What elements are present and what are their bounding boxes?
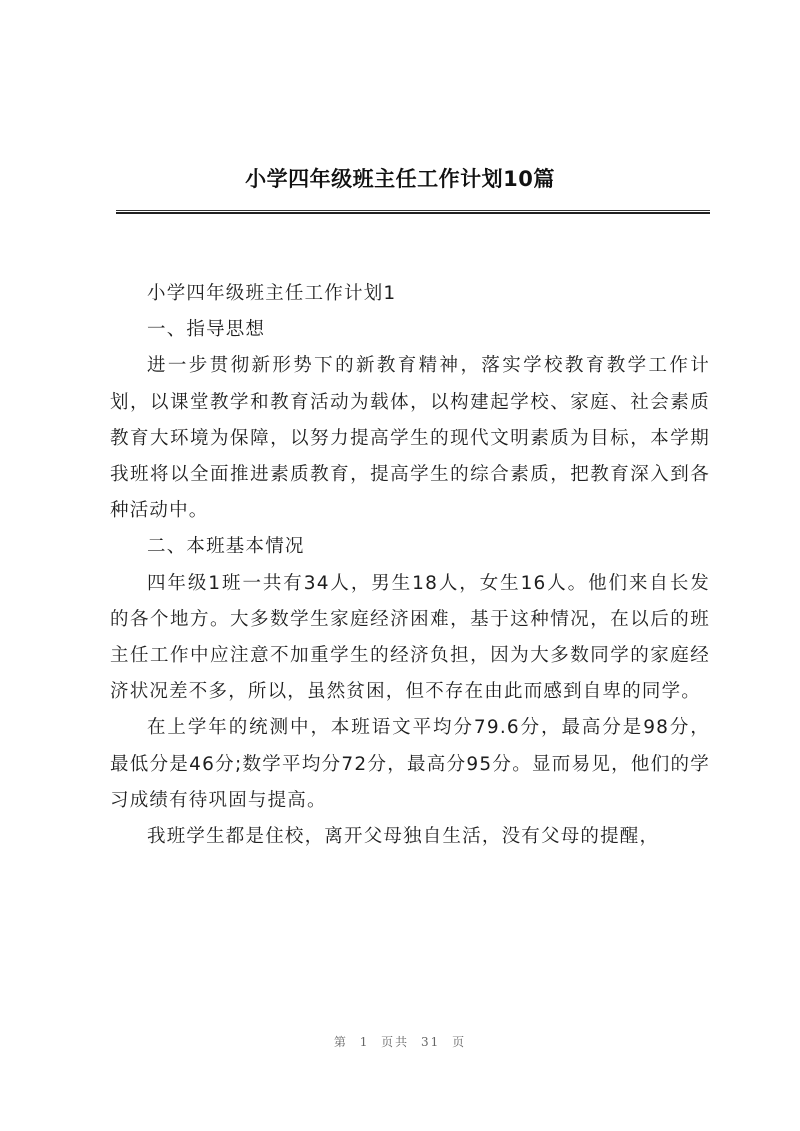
body-paragraph: 进一步贯彻新形势下的新教育精神，落实学校教育教学工作计划，以课堂教学和教育活动为载体，以构建起学校、家庭、社会素质教育大环境为保障，以努力提高学生的现代文明素质为目标，本学期我班将以全面推进素质教育，提高学生的综合素质，把教育深入到各种活动中。 [110,355,710,522]
document-body [110,276,710,855]
section-heading-plan-1: 小学四年级班主任工作计划1 [147,283,397,304]
section-heading-guiding-ideology: 一、指导思想 [147,319,266,341]
document-title: 小学四年级班主任工作计划10篇 [245,167,555,191]
section-heading-class-situation: 二、本班基本情况 [147,536,305,558]
title-underline [116,210,710,214]
body-paragraph: 四年级1班一共有34人，男生18人，女生16人。他们来自长发的各个地方。大多数学生家庭经济困难，基于这种情况，在以后的班主任工作中应注意不加重学生的经济负担，因为大多数同学的家庭经济状况差不多，所以，虽然贫困，但不存在由此而感到自卑的同学。 [110,572,710,703]
footer-current-page: 1 [359,1035,370,1049]
footer-suffix: 页 [452,1035,467,1049]
body-paragraph: 我班学生都是住校，离开父母独自生活，没有父母的提醒， [147,826,660,848]
footer-prefix: 第 [333,1035,348,1049]
footer-total-pages: 31 [421,1035,441,1049]
footer-mid: 页共 [381,1035,410,1049]
page-footer [0,1033,800,1050]
body-paragraph: 在上学年的统测中，本班语文平均分79.6分，最高分是98分，最低分是46分;数学平均分72分，最高分95分。显而易见，他们的学习成绩有待巩固与提高。 [110,717,710,811]
